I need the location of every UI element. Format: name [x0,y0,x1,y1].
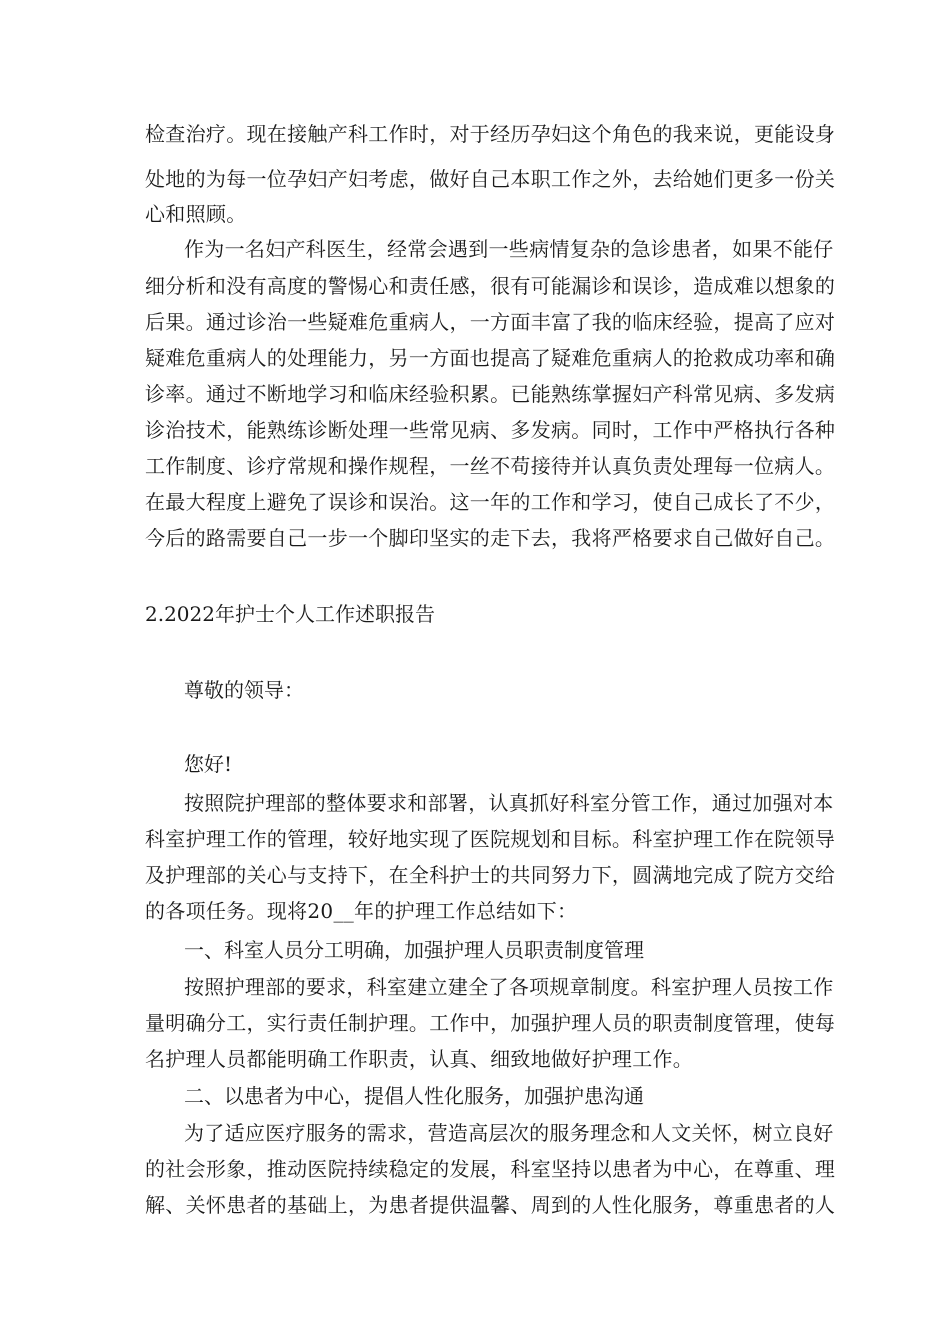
salutation: 尊敬的领导： [184,678,304,702]
subheading: 一、科室人员分工明确，加强护理人员职责制度管理 [184,938,644,962]
section-title: 2.2022年护士个人工作述职报告 [145,602,435,626]
paragraph-line: 检查治疗。现在接触产科工作时，对于经历孕妇这个角色的我来说，更能设身 [145,122,836,146]
paragraph-line: 解、关怀患者的基础上，为患者提供温馨、周到的人性化服务，尊重患者的人 [145,1193,836,1217]
paragraph-line: 后果。通过诊治一些疑难危重病人，一方面丰富了我的临床经验，提高了应对 [145,310,836,334]
subheading: 二、以患者为中心，提倡人性化服务，加强护患沟通 [184,1084,644,1108]
paragraph-line: 名护理人员都能明确工作职责，认真、细致地做好护理工作。 [145,1047,694,1071]
paragraph-line: 为了适应医疗服务的需求，营造高层次的服务理念和人文关怀，树立良好 [184,1121,834,1145]
paragraph-line: 今后的路需要自己一步一个脚印坚实的走下去，我将严格要求自己做好自己。 [145,526,836,550]
paragraph-line: 处地的为每一位孕妇产妇考虑，做好自己本职工作之外，去给她们更多一份关 [145,167,836,191]
paragraph-line: 及护理部的关心与支持下，在全科护士的共同努力下，圆满地完成了院方交给 [145,863,836,887]
paragraph-line: 细分析和没有高度的警惕心和责任感，很有可能漏诊和误诊，造成难以想象的 [145,274,836,298]
paragraph-line: 按照护理部的要求，科室建立建全了各项规章制度。科室护理人员按工作 [184,975,834,999]
paragraph-line: 心和照顾。 [145,202,247,226]
paragraph-line: 的各项任务。现将20__年的护理工作总结如下： [145,899,578,923]
paragraph-line: 科室护理工作的管理，较好地实现了医院规划和目标。科室护理工作在院领导 [145,827,836,851]
greeting: 您好! [184,752,233,776]
paragraph-line: 量明确分工，实行责任制护理。工作中，加强护理人员的职责制度管理，使每 [145,1011,836,1035]
paragraph-line: 的社会形象，推动医院持续稳定的发展，科室坚持以患者为中心，在尊重、理 [145,1157,836,1181]
paragraph-line: 按照院护理部的整体要求和部署，认真抓好科室分管工作，通过加强对本 [184,791,834,815]
paragraph-line: 作为一名妇产科医生，经常会遇到一些病情复杂的急诊患者，如果不能仔 [184,237,834,261]
paragraph-line: 疑难危重病人的处理能力，另一方面也提高了疑难危重病人的抢救成功率和确 [145,346,836,370]
paragraph-line: 工作制度、诊疗常规和操作规程，一丝不苟接待并认真负责处理每一位病人。 [145,454,836,478]
paragraph-line: 在最大程度上避免了误诊和误治。这一年的工作和学习，使自己成长了不少， [145,490,836,514]
paragraph-line: 诊率。通过不断地学习和临床经验积累。已能熟练掌握妇产科常见病、多发病 [145,382,836,406]
paragraph-line: 诊治技术，能熟练诊断处理一些常见病、多发病。同时，工作中严格执行各种 [145,418,836,442]
